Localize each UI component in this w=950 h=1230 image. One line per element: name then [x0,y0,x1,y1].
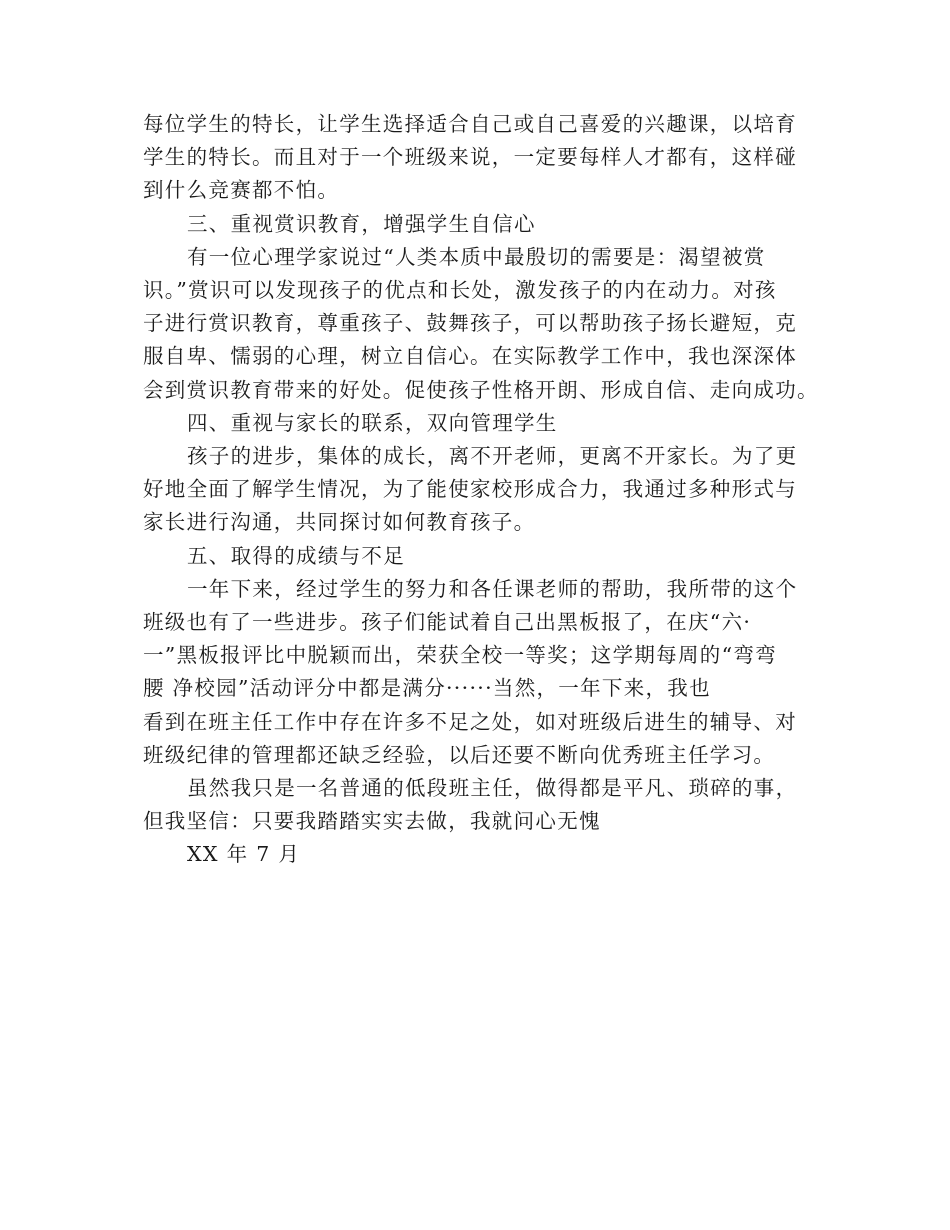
text-line: 一”黑板报评比中脱颖而出，荣获全校一等奖；这学期每周的“弯弯 [143,643,777,668]
date-line: XX 年 7 月 [187,842,301,867]
text-line: 孩子的进步，集体的成长，离不开老师，更离不开家长。为了更 [187,444,798,469]
text-line: 服自卑、懦弱的心理，树立自信心。在实际教学工作中，我也深深体 [143,344,797,369]
text-line: 到什么竞赛都不怕。 [143,178,340,203]
section-heading: 四、重视与家长的联系，双向管理学生 [187,410,558,435]
text-line: 看到在班主任工作中存在许多不足之处，如对班级后进生的辅导、对 [143,709,797,734]
text-line: 好地全面了解学生情况，为了能使家校形成合力，我通过多种形式与 [143,477,797,502]
text-line: 会到赏识教育带来的好处。促使孩子性格开朗、形成自信、走向成功。 [143,377,819,402]
section-heading: 三、重视赏识教育，增强学生自信心 [187,211,536,236]
text-line: 虽然我只是一名普通的低段班主任，做得都是平凡、琐碎的事， [187,776,798,801]
text-line: 子进行赏识教育，尊重孩子、鼓舞孩子，可以帮助孩子扬长避短，克 [143,311,797,336]
text-line: 但我坚信：只要我踏踏实实去做，我就问心无愧 [143,809,601,834]
text-line: 班级纪律的管理都还缺乏经验，以后还要不断向优秀班主任学习。 [143,742,776,767]
text-line: 家长进行沟通，共同探讨如何教育孩子。 [143,510,536,535]
text-line: 班级也有了一些进步。孩子们能试着自己出黑板报了，在庆“六· [143,610,752,635]
text-line: 识。”赏识可以发现孩子的优点和长处，激发孩子的内在动力。对孩 [143,278,777,303]
document-body [143,108,819,872]
text-line: 学生的特长。而且对于一个班级来说，一定要每样人才都有，这样碰 [143,145,797,170]
section-heading: 五、取得的成绩与不足 [187,543,405,568]
text-line: 一年下来，经过学生的努力和各任课老师的帮助，我所带的这个 [187,576,798,601]
text-line: 腰 净校园”活动评分中都是满分······当然，一年下来，我也 [143,676,711,701]
text-line: 每位学生的特长，让学生选择适合自己或自己喜爱的兴趣课，以培育 [143,112,797,136]
text-line: 有一位心理学家说过“人类本质中最殷切的需要是：渴望被赏 [187,244,766,269]
